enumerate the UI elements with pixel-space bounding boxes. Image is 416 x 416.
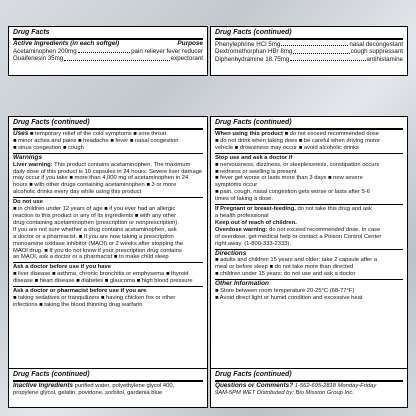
do-not-use-text: reaction to this product or any of its ingredients ■ with any other	[13, 212, 177, 219]
do-not-use-text: If you are not sure whether a drug contains acetaminophen, ask	[13, 226, 177, 233]
other-information-heading: Other Information	[215, 280, 269, 288]
uses-text: ■ temporary relief of the cold symptoms ■ sore throat	[29, 131, 167, 137]
when-using-section	[215, 131, 403, 138]
do-not-use-text: an MAOI, ask a doctor or a pharmacist ■ to make child sleep	[13, 254, 169, 261]
inactive-ingredients	[13, 383, 203, 390]
ingredient-name: Diphenhydramine 18.75mg	[215, 55, 290, 63]
liver-warning-heading: Liver warning:	[13, 161, 53, 168]
questions-heading: Questions or Comments?	[215, 382, 294, 389]
questions-section	[215, 383, 403, 390]
warnings-heading: Warnings	[13, 153, 42, 161]
stop-use-text: ■ pain, cough, nasal congestion gets worse or lasts after 5-6	[215, 189, 370, 196]
uses-text: ■ minor aches and pains ■ headache ■ fever ■ nasal congestion	[13, 137, 179, 144]
stop-use-text: times of taking a dose.	[215, 196, 274, 203]
liver-warning-text: may occur if you take ■ more than 4,000 mg of acetaminophen in 24	[13, 175, 189, 182]
overdose-heading: Overdose warning:	[215, 226, 268, 233]
keep-out-of-reach-heading: Keep out of reach of children.	[215, 219, 297, 226]
do-not-use-text: monoamine oxidase inhibitor (MAOI) or 2 weeks after stopping the	[13, 240, 184, 247]
drug-facts-panel-mid-left	[8, 116, 208, 394]
other-information-text: ■ Store between room temperature 20-25°C (68-77°F)	[215, 288, 355, 295]
directions-heading: Directions	[215, 249, 247, 257]
drug-facts-panel-top-right	[210, 26, 408, 76]
ingredient-row	[13, 48, 203, 55]
ingredient-row	[13, 55, 203, 62]
inactive-ingredients-text: purified water, polyethylene glycol 400,	[73, 383, 175, 389]
drug-facts-panel-bottom-right	[210, 368, 408, 408]
ask-doctor-text: disease ■ heart disease ■ diabetes ■ glaucoma ■ high blood pressure	[13, 278, 193, 285]
ingredient-name: Phenylephrine HCl 5mg	[215, 41, 281, 48]
overdose-text: right away. (1-800-333-2333).	[215, 240, 291, 247]
ingredient-purpose: cough suppressant	[350, 48, 403, 56]
other-information-text: ■ Avoid direct light or humid condition and excessive heat	[215, 294, 363, 301]
pregnancy-heading: If Pregnant or breast-feeding,	[215, 206, 296, 213]
ingredient-purpose: pain reliever fever reducer	[131, 47, 203, 55]
overdose-section	[215, 227, 403, 234]
panel-title: Drug Facts (continued)	[13, 119, 203, 130]
when-using-text: ■ do not exceed recommended dose	[282, 131, 379, 137]
overdose-text: do not exceed recommended dose. In case	[267, 226, 381, 233]
ask-pharmacist-heading: Ask a doctor or pharmacist before use if you are	[13, 288, 147, 295]
uses-section	[13, 131, 203, 138]
drug-facts-panel-top-left	[8, 26, 208, 76]
phone-text: 1-562-695-2818 Monday-Friday	[293, 383, 377, 389]
ingredient-purpose: expectorant	[170, 55, 203, 63]
do-not-use-text: ■ in children under 12 years of age ■ if you ever had an allergic	[13, 206, 176, 213]
ask-doctor-heading: Ask a doctor before use if you have	[13, 264, 111, 271]
ingredient-purpose: antihistamine	[366, 55, 403, 63]
inactive-ingredients-text: propylene glycol, gelatin, povidone, sorbitol, gardenia blue	[13, 389, 163, 396]
pregnancy-section	[215, 206, 403, 213]
panel-title: Drug Facts (continued)	[215, 371, 403, 382]
drug-facts-panel-mid-right	[210, 116, 408, 394]
panel-title: Drug Facts (continued)	[13, 371, 203, 382]
inactive-ingredients-heading: Inactive Ingredients	[13, 382, 74, 389]
when-using-text: vehicle ■ drowsiness may occur ■ avoid alcoholic drinks	[215, 144, 359, 151]
liver-warning-text: This product contains acetaminophen. The maximum	[52, 161, 191, 168]
active-ingredients-label: Active Ingredients (in each softgel)	[13, 40, 120, 47]
liver-warning	[13, 162, 203, 169]
ingredient-name: Dextromethorphan HBr 8mg	[215, 48, 293, 56]
ingredient-row	[215, 48, 403, 55]
do-not-use-text: drug containing acetaminophen (prescription or nonprescription).	[13, 219, 179, 226]
stop-use-text: symptoms occur	[215, 182, 258, 189]
ask-pharmacist-text: ■ taking sedatives or tranquilizers ■ having chicken fox or other	[13, 294, 176, 301]
stop-use-heading: Stop use and ask a doctor if	[215, 154, 293, 161]
when-using-heading: When using this product	[215, 131, 283, 137]
do-not-use-text: a doctor or a pharmacist. ■ If you are now taking a prescription	[13, 233, 174, 240]
stop-use-text: ■ fever get worse or lasts more than 3 days ■ new severe	[215, 175, 363, 182]
ingredient-name: Acetaminophen 200mg	[13, 47, 77, 55]
stop-use-text: ■ redness or swelling is present	[215, 168, 297, 175]
ingredient-name: Guaifenesin 35mg	[13, 55, 64, 63]
panel-title: Drug Facts (continued)	[215, 29, 403, 40]
ask-pharmacist-text: infections ■ taking the blood thinning drug warfarin	[13, 301, 143, 308]
directions-text: meal or before sleep ■ do not take more than directed	[215, 264, 354, 271]
do-not-use-text: MAOI drug. ■ If you do not know if your prescription drug contains	[13, 247, 182, 254]
liver-warning-text: hours ■ with other drugs containing acetaminophen ■ 3 or more	[13, 182, 177, 189]
distributor-text: 9AM-5PM WET Distributed by: Bio Mission Group Inc.	[215, 389, 354, 396]
ask-doctor-text: ■ liver disease ■ asthma, chronic bronchitis or emphysema ■ thyroid	[13, 271, 189, 278]
when-using-text: ■ do not drink when taking does ■ be careful when driving motor	[215, 137, 380, 144]
purpose-label: Purpose	[177, 40, 203, 47]
panel-title: Drug Facts (continued)	[215, 119, 403, 130]
ingredient-purpose: nasal decongestant	[349, 41, 403, 48]
panel-title: Drug Facts	[13, 29, 203, 40]
pregnancy-text: a health professional	[215, 212, 269, 219]
ingredient-row	[215, 41, 403, 48]
uses-heading: Uses	[13, 130, 29, 137]
liver-warning-text: daily dose of this product is 10 capsules in 24 hours. Severe liver damage	[13, 168, 203, 175]
active-ingredients-header	[13, 41, 203, 48]
liver-warning-text: alcoholic drinks every day while using this product	[13, 189, 142, 196]
drug-facts-panel-bottom-left	[8, 368, 208, 408]
overdose-text: of overdose, get medical help or contact a Poison Control Center	[215, 233, 382, 240]
ingredient-row	[215, 56, 403, 63]
stop-use-text: ■ nervousness, dizziness, or sleeplessness, constipation occurs	[215, 161, 380, 168]
directions-text: ■ adults and children 15 years and older: take 2 capsule after a	[215, 257, 378, 264]
uses-text: ■ sinus congestion ■ cough	[13, 144, 84, 151]
directions-text: ■ children under 15 years: do not use and ask a doctor	[215, 271, 356, 278]
do-not-use-heading: Do not use	[13, 199, 43, 206]
pregnancy-text: do not take this drug and ask	[295, 206, 372, 213]
